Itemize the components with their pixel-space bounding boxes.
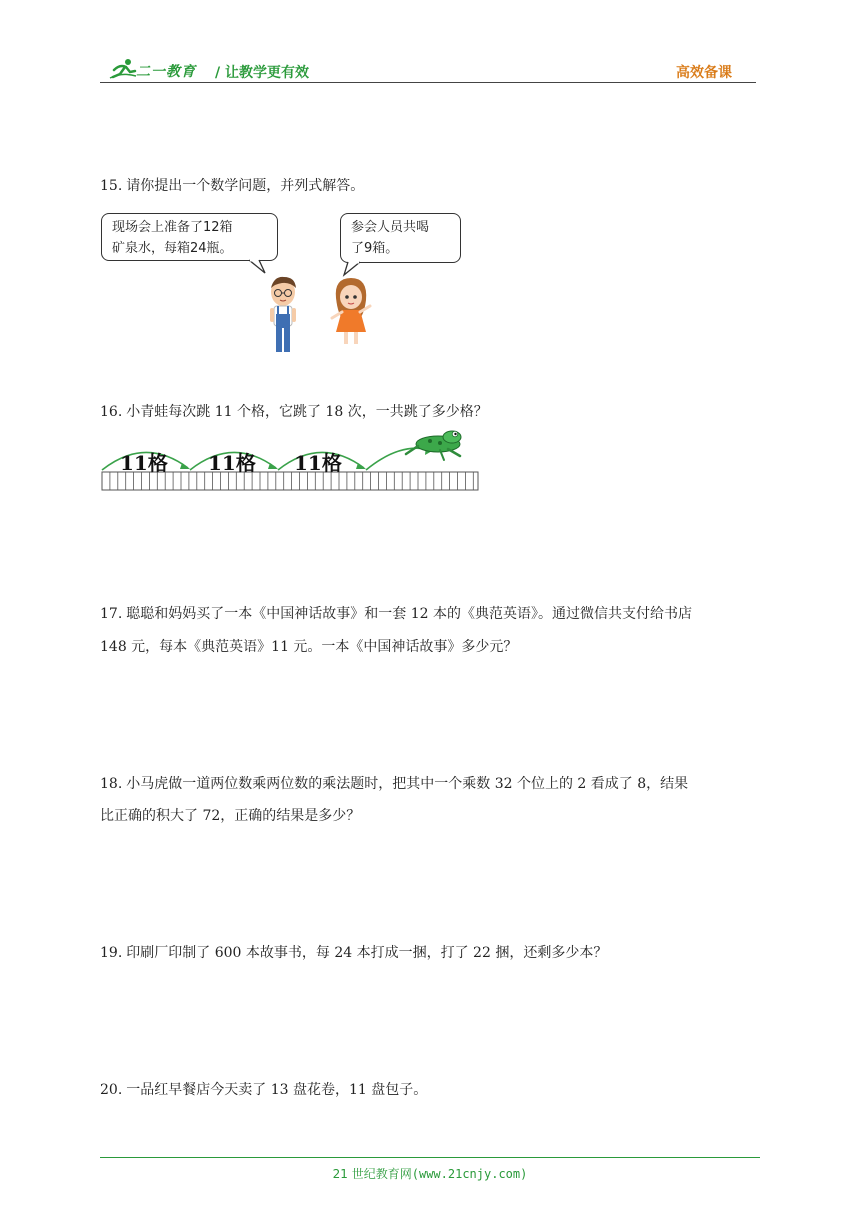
bubble-line: 矿泉水，每箱24瓶。: [112, 241, 233, 256]
question-text-line: 小马虎做一道两位数乘两位数的乘法题时，把其中一个乘数 32 个位上的 2 看成了 8，结果: [126, 776, 689, 792]
logo-text: 二一教育: [136, 64, 196, 80]
question-number: 18.: [100, 776, 123, 792]
footer-site-name: 21 世纪教育网: [332, 1167, 412, 1181]
question-20: [100, 1076, 427, 1104]
page-footer: [0, 1165, 860, 1182]
question-number: 20.: [100, 1082, 123, 1098]
question-18-continued: [100, 802, 360, 830]
jump-label: 11格: [120, 451, 168, 475]
footer-divider: [100, 1157, 760, 1158]
question-text-line: 148 元，每本《典范英语》11 元。一本《中国神话故事》多少元？: [100, 639, 518, 655]
footer-link[interactable]: (www.21cnjy.com): [411, 1167, 528, 1181]
bubble-line: 了9箱。: [351, 241, 399, 256]
question-number: 19.: [100, 945, 123, 961]
question-text-line: 比正确的积大了 72，正确的结果是多少？: [100, 808, 361, 824]
boy-illustration-icon: [262, 274, 304, 356]
question-number: 15.: [100, 178, 123, 194]
speech-bubble-right: [340, 213, 461, 263]
girl-illustration-icon: [328, 276, 374, 348]
jump-label: 11格: [294, 451, 342, 475]
bubble-line: 现场会上准备了12箱: [112, 220, 233, 235]
page-header: [100, 58, 756, 84]
question-17: [100, 600, 692, 628]
speech-bubble-left: [101, 213, 278, 261]
question-text: 一品红早餐店今天卖了 13 盘花卷，11 盘包子。: [126, 1082, 428, 1098]
header-divider: [100, 82, 756, 83]
question-text: 印刷厂印制了 600 本故事书，每 24 本打成一捆，打了 22 捆，还剩多少本？: [126, 945, 608, 961]
question-15: [100, 172, 364, 200]
frog-icon: [406, 431, 461, 460]
question-18: [100, 770, 688, 798]
header-slogan: / 让教学更有效: [215, 65, 309, 81]
bubble-tail-right: [340, 261, 370, 277]
jump-label: 11格: [208, 451, 256, 475]
header-right-label: 高效备课: [676, 65, 732, 81]
question-text: 小青蛙每次跳 11 个格，它跳了 18 次，一共跳了多少格？: [126, 404, 488, 420]
question-19: [100, 939, 607, 967]
question-text: 请你提出一个数学问题，并列式解答。: [126, 178, 365, 194]
bubble-line: 参会人员共喝: [351, 220, 430, 235]
question-17-continued: [100, 633, 517, 661]
question-number: 16.: [100, 404, 123, 420]
question-text-line: 聪聪和妈妈买了一本《中国神话故事》和一套 12 本的《典范英语》。通过微信共支付给书店: [126, 606, 692, 622]
runner-logo-icon: [108, 58, 138, 80]
question-16: [100, 398, 488, 426]
bubble-tail-left: [245, 259, 275, 275]
question-number: 17.: [100, 606, 123, 622]
